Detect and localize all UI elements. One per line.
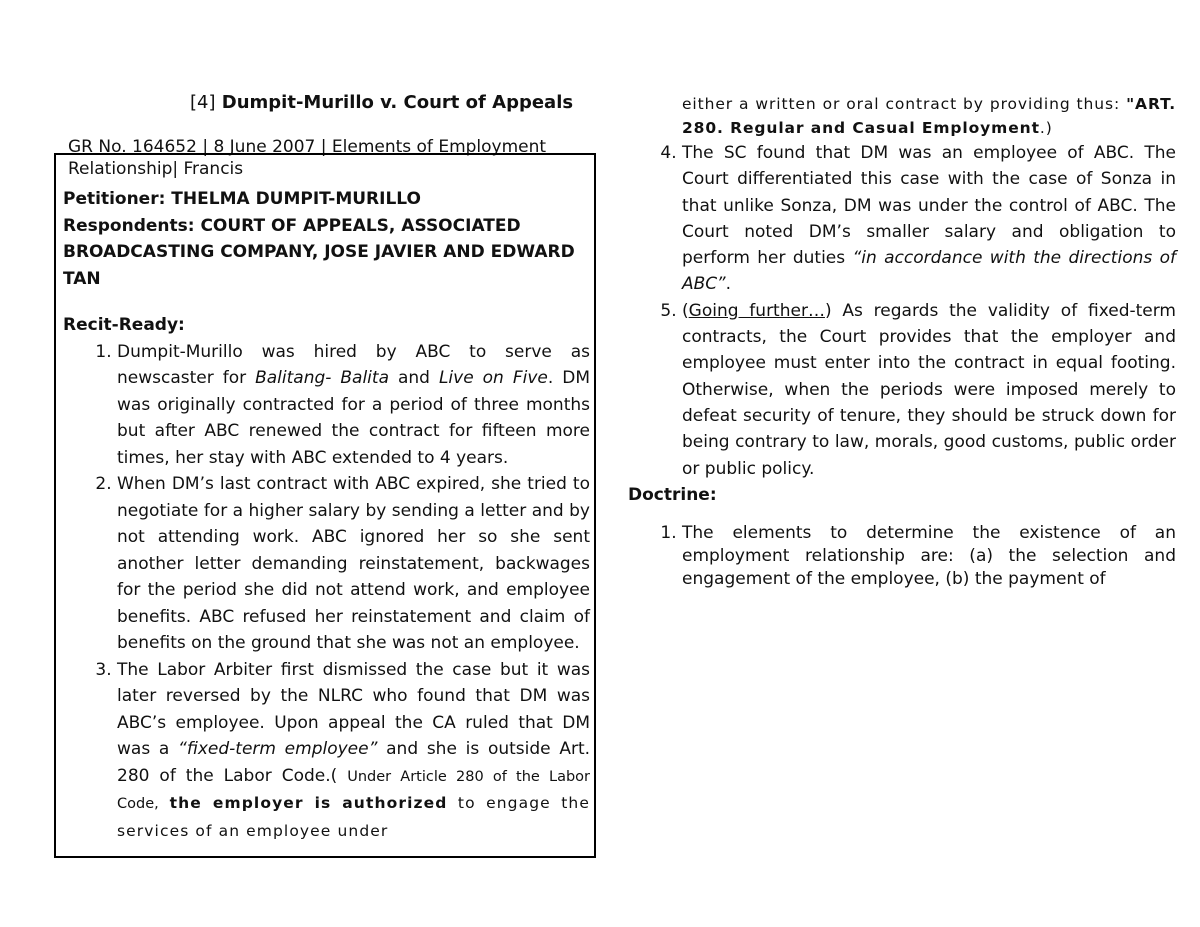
case-name: Dumpit-Murillo v. Court of Appeals [221,92,574,113]
doctrine-list [628,522,1176,591]
doctrine-item-1: 1. The elements to determine the existence of an employment relationship are: (a) the selection and engagement of the employee, (b) the payment of [682,522,1176,591]
recit-item-2: 2. When DM’s last contract with ABC expired, she tried to negotiate for a higher salary by sending a letter and by not attending work. ABC ignored her so she sent another letter demanding reinstatement, backwages for the period she did not attend work, and employee benefits. ABC refused her reinstatement and claim of benefits on the ground that she was not an employee. [117,471,590,657]
recit-item-4: 4. The SC found that DM was an employee of ABC. The Court differentiated this case with the case of Sonza in that unlike Sonza, DM was under the control of ABC. The Court noted DM’s smaller salary and obligation to perform her duties “in accordance with the directions of ABC”. [682,140,1176,298]
recit-item-5: 5. (Going further…) As regards the validity of fixed-term contracts, the Court provides that the employer and employee must enter into the contract in equal footing. Otherwise, when the periods were imposed merely to defeat security of tenure, they should be struck down for being contrary to law, morals, good customs, public order or public policy. [682,298,1176,482]
right-column [628,92,1176,591]
left-column [63,186,590,844]
respondents-line: Respondents: COURT OF APPEALS, ASSOCIATED BROADCASTING COMPANY, JOSE JAVIER AND EDWARD TAN [63,215,575,289]
case-title [190,92,573,113]
petitioner-line: Petitioner: THELMA DUMPIT-MURILLO [63,189,421,209]
recit-list [63,339,590,845]
case-subtitle: GR No. 164652 | 8 June 2007 | Elements of Employment Relationship| Francis [68,137,547,179]
recit-item-1: 1. Dumpit-Murillo was hired by ABC to serve as newscaster for Balitang- Balita and Live on Five. DM was originally contracted for a period of three months but after ABC renewed the contract for fifteen more times, her stay with ABC extended to 4 years. [117,339,590,472]
recit-item-3: 3. The Labor Arbiter first dismissed the case but it was later reversed by the NLRC who found that DM was ABC’s employee. Upon appeal the CA ruled that DM was a “fixed-term employee” and she is outside Art. 280 of the Labor Code.( Under Article 280 of the Labor Code, the employer is authorized to engage the services of an employee under [117,657,590,845]
case-number: [4] [190,92,216,113]
recit-list-continued [628,140,1176,482]
doctrine-heading: Doctrine: [628,484,717,505]
recit-item-3-continued: either a written or oral contract by providing thus: "ART. 280. Regular and Casual Employment.) [682,95,1176,137]
recit-heading: Recit-Ready: [63,315,185,335]
